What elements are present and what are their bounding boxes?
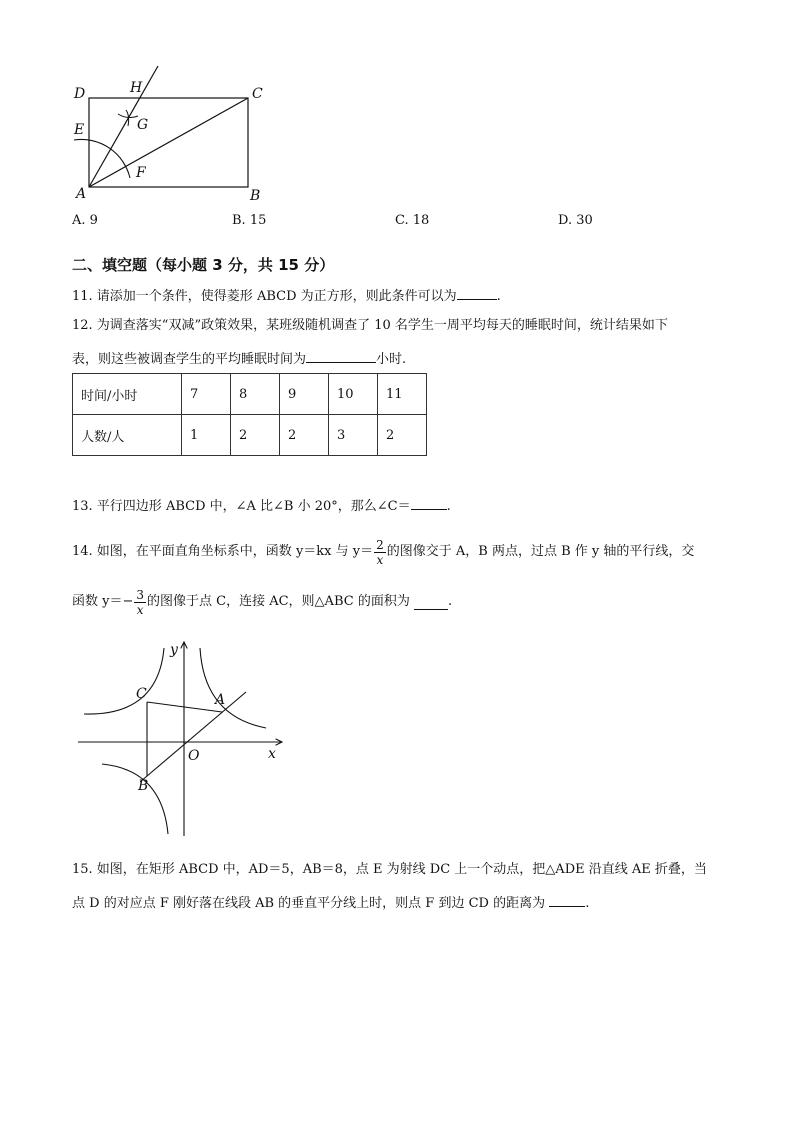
option-d-letter: D. [558, 213, 573, 228]
hyperbola-neg3-over-x-lower [202, 648, 270, 730]
label-h: H [130, 80, 143, 96]
question-12 [72, 316, 732, 370]
question-11-text: 11. 请添加一个条件，使得菱形 ABCD 为正方形，则此条件可以为 [72, 289, 457, 304]
coordinate-figure [70, 636, 300, 842]
section-title: 二、填空题（每小题 3 分，共 15 分） [72, 256, 335, 274]
question-13-text: 13. 平行四边形 ABCD 中，∠A 比∠B 小 20°，那么∠C＝ [72, 499, 411, 514]
question-12-line1: 12. 为调查落实“双减”政策效果，某班级随机调查了 10 名学生一周平均每天的睡眠时间，统计结果如下 [72, 318, 668, 333]
label-c: C [252, 86, 263, 102]
answer-blank-14[interactable] [414, 595, 448, 610]
answer-blank-11[interactable] [457, 285, 497, 300]
option-d-value: 30 [576, 213, 593, 228]
label-x: x [268, 746, 276, 762]
arc-ef [74, 139, 130, 178]
label-e: E [74, 122, 85, 138]
question-12-unit: 小时. [376, 352, 407, 367]
table-cell: 7 [182, 374, 231, 415]
table-cell: 2 [280, 415, 329, 456]
label-g: G [137, 117, 149, 133]
question-15-line2: 点 D 的对应点 F 刚好落在线段 AB 的垂直平分线上时，则点 F 到边 CD 的距离为 [72, 896, 546, 911]
table-cell: 2 [378, 415, 427, 456]
sleep-time-table [72, 373, 427, 456]
fraction-2-over-x [374, 538, 386, 567]
table-cell: 10 [329, 374, 378, 415]
table-cell: 1 [182, 415, 231, 456]
table-row [73, 415, 427, 456]
hyperbola-neg3-over-x [84, 648, 164, 714]
option-b[interactable] [232, 213, 266, 228]
diagonal-ac [89, 98, 248, 187]
fraction-numerator: 2 [376, 537, 384, 552]
question-14-text-a: 14. 如图，在平面直角坐标系中，函数 y＝kx 与 y＝ [72, 544, 374, 559]
label-a: A [215, 692, 226, 708]
table-cell: 8 [231, 374, 280, 415]
question-14-text-d: 的图像于点 C，连接 AC，则△ABC 的面积为 [147, 594, 410, 609]
question-14-text-b: 的图像交于 A，B 两点，过点 B 作 y 轴的平行线，交 [386, 544, 695, 559]
table-cell: 2 [231, 415, 280, 456]
question-15-end: . [585, 896, 590, 911]
question-11-end: . [496, 289, 501, 304]
fraction-denominator: x [136, 602, 144, 617]
answer-blank-12[interactable] [306, 348, 376, 363]
label-b: B [138, 778, 149, 794]
table-row [73, 374, 427, 415]
rectangle-figure [60, 60, 280, 210]
table-header-cell: 人数/人 [73, 415, 182, 456]
table-cell: 9 [280, 374, 329, 415]
option-b-value: 15 [249, 213, 267, 228]
option-c-value: 18 [412, 213, 430, 228]
arc-g2 [126, 110, 129, 126]
option-a-letter: A. [72, 213, 86, 228]
answer-blank-15[interactable] [549, 892, 585, 907]
option-c[interactable] [395, 213, 429, 228]
option-c-letter: C. [395, 213, 409, 228]
question-14-end: . [447, 594, 453, 609]
table-cell: 3 [329, 415, 378, 456]
fraction-3-over-x [134, 588, 146, 617]
question-14-text-c: 函数 y＝− [72, 594, 134, 609]
hyperbola-2-over-x-lower [102, 764, 168, 834]
option-b-letter: B. [232, 213, 246, 228]
line-ab [140, 692, 246, 782]
question-13-end: . [446, 499, 451, 514]
question-15-line1: 15. 如图，在矩形 ABCD 中，AD＝5，AB＝8，点 E 为射线 DC 上一个动点，把△ADE 沿直线 AE 折叠，当 [72, 862, 707, 877]
label-y: y [170, 642, 178, 658]
label-f: F [136, 165, 146, 181]
table-cell: 11 [378, 374, 427, 415]
table-header-cell: 时间/小时 [73, 374, 182, 415]
label-d: D [74, 86, 86, 102]
question-13 [72, 495, 732, 517]
label-c: C [136, 686, 147, 702]
fraction-denominator: x [376, 552, 384, 567]
answer-blank-13[interactable] [411, 495, 447, 510]
question-14 [72, 532, 732, 622]
label-b: B [250, 188, 261, 204]
option-a[interactable] [72, 213, 98, 228]
label-a: A [76, 186, 87, 202]
question-11 [72, 285, 732, 307]
label-o: O [188, 748, 200, 764]
question-12-line2: 表，则这些被调查学生的平均睡眠时间为 [72, 352, 307, 367]
option-a-value: 9 [89, 213, 98, 228]
fraction-numerator: 3 [136, 587, 145, 602]
question-15 [72, 860, 732, 914]
option-d[interactable] [558, 213, 593, 228]
hyperbola-2-over-x [200, 648, 266, 728]
